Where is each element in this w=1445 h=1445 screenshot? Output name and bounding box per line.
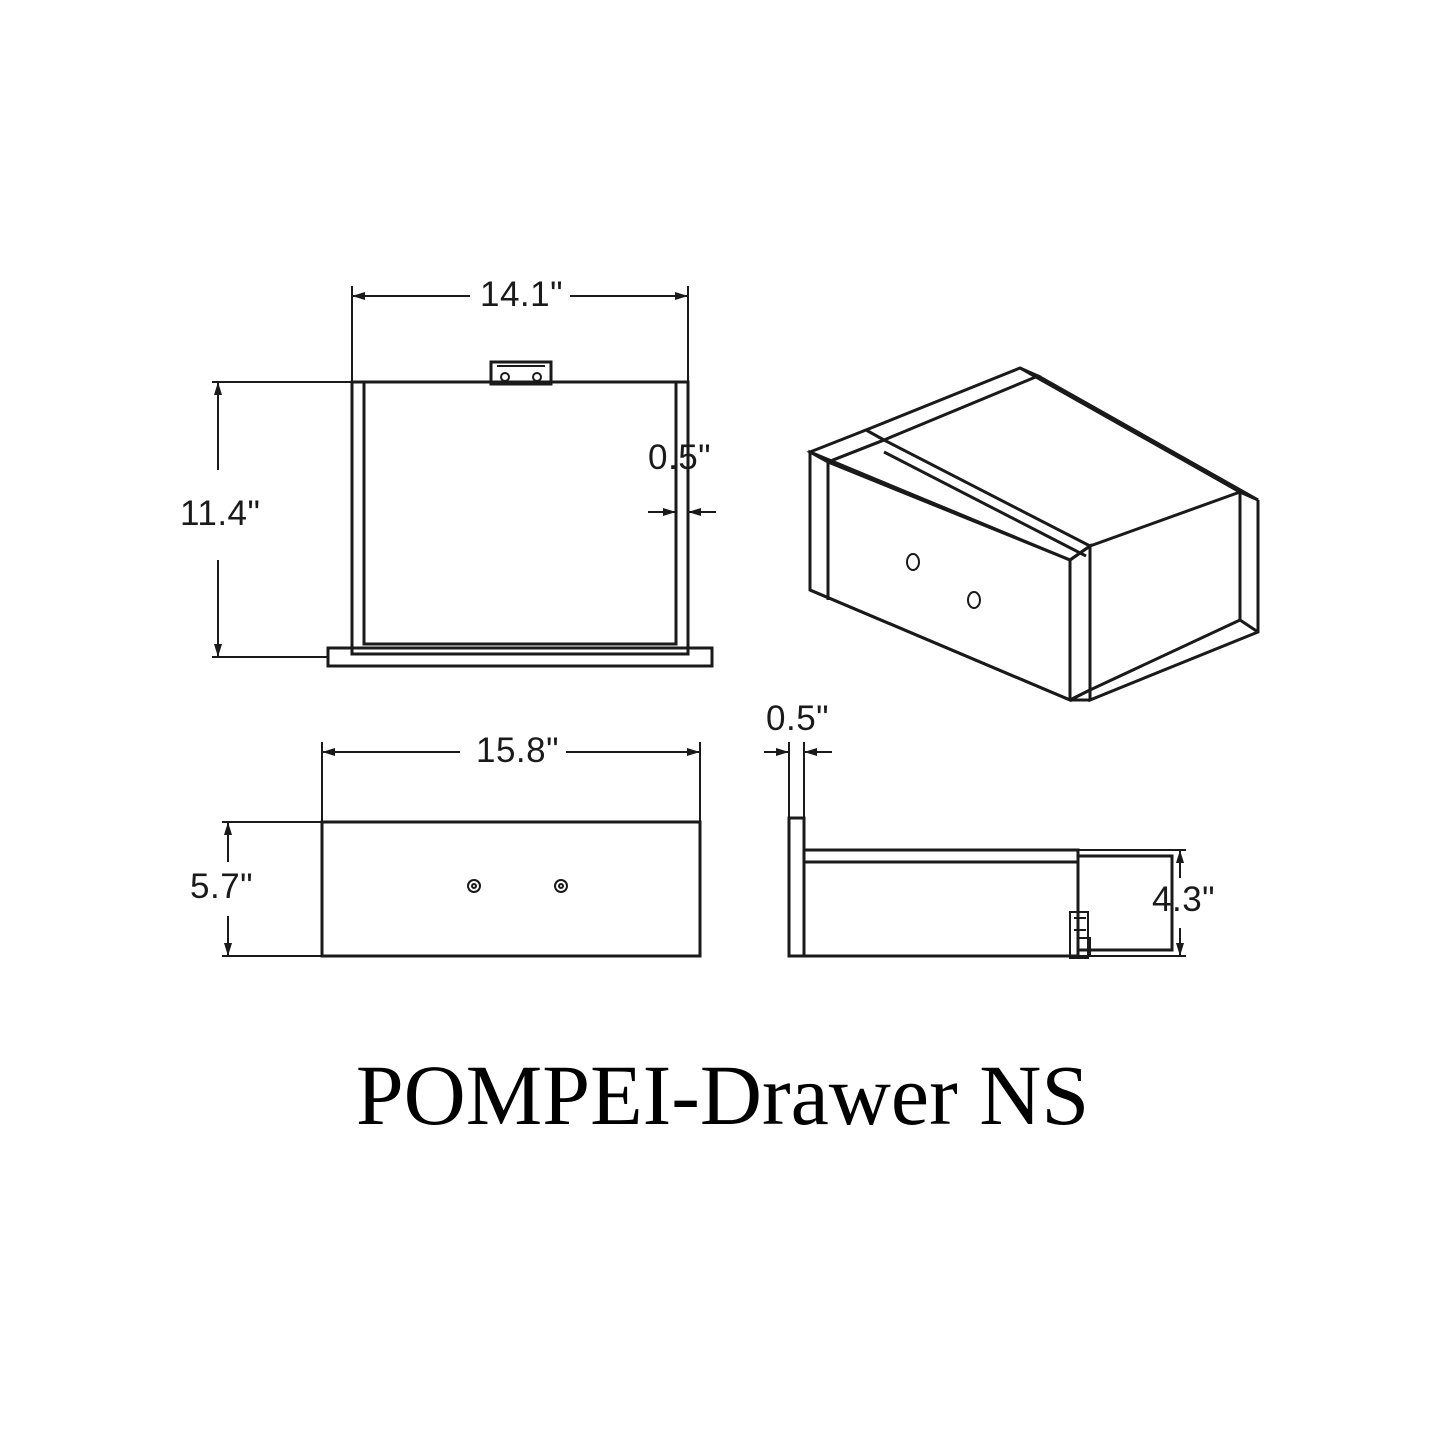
front-thickness-label: 0.5" — [648, 438, 712, 477]
front-height-label: 11.4" — [180, 494, 261, 533]
front-width-label: 14.1" — [480, 275, 564, 314]
side-thickness-label: 0.5" — [766, 699, 830, 738]
page-title: POMPEI-Drawer NS — [355, 1047, 1090, 1143]
front-view-geometry — [328, 362, 712, 666]
top-view-geometry — [322, 822, 700, 956]
top-width-label: 15.8" — [476, 731, 560, 770]
side-thickness-dimension — [764, 742, 832, 818]
isometric-view-geometry — [810, 368, 1258, 700]
top-height-label: 5.7" — [190, 867, 254, 906]
side-view-geometry — [789, 818, 1172, 958]
side-height-label: 4.3" — [1152, 880, 1216, 919]
